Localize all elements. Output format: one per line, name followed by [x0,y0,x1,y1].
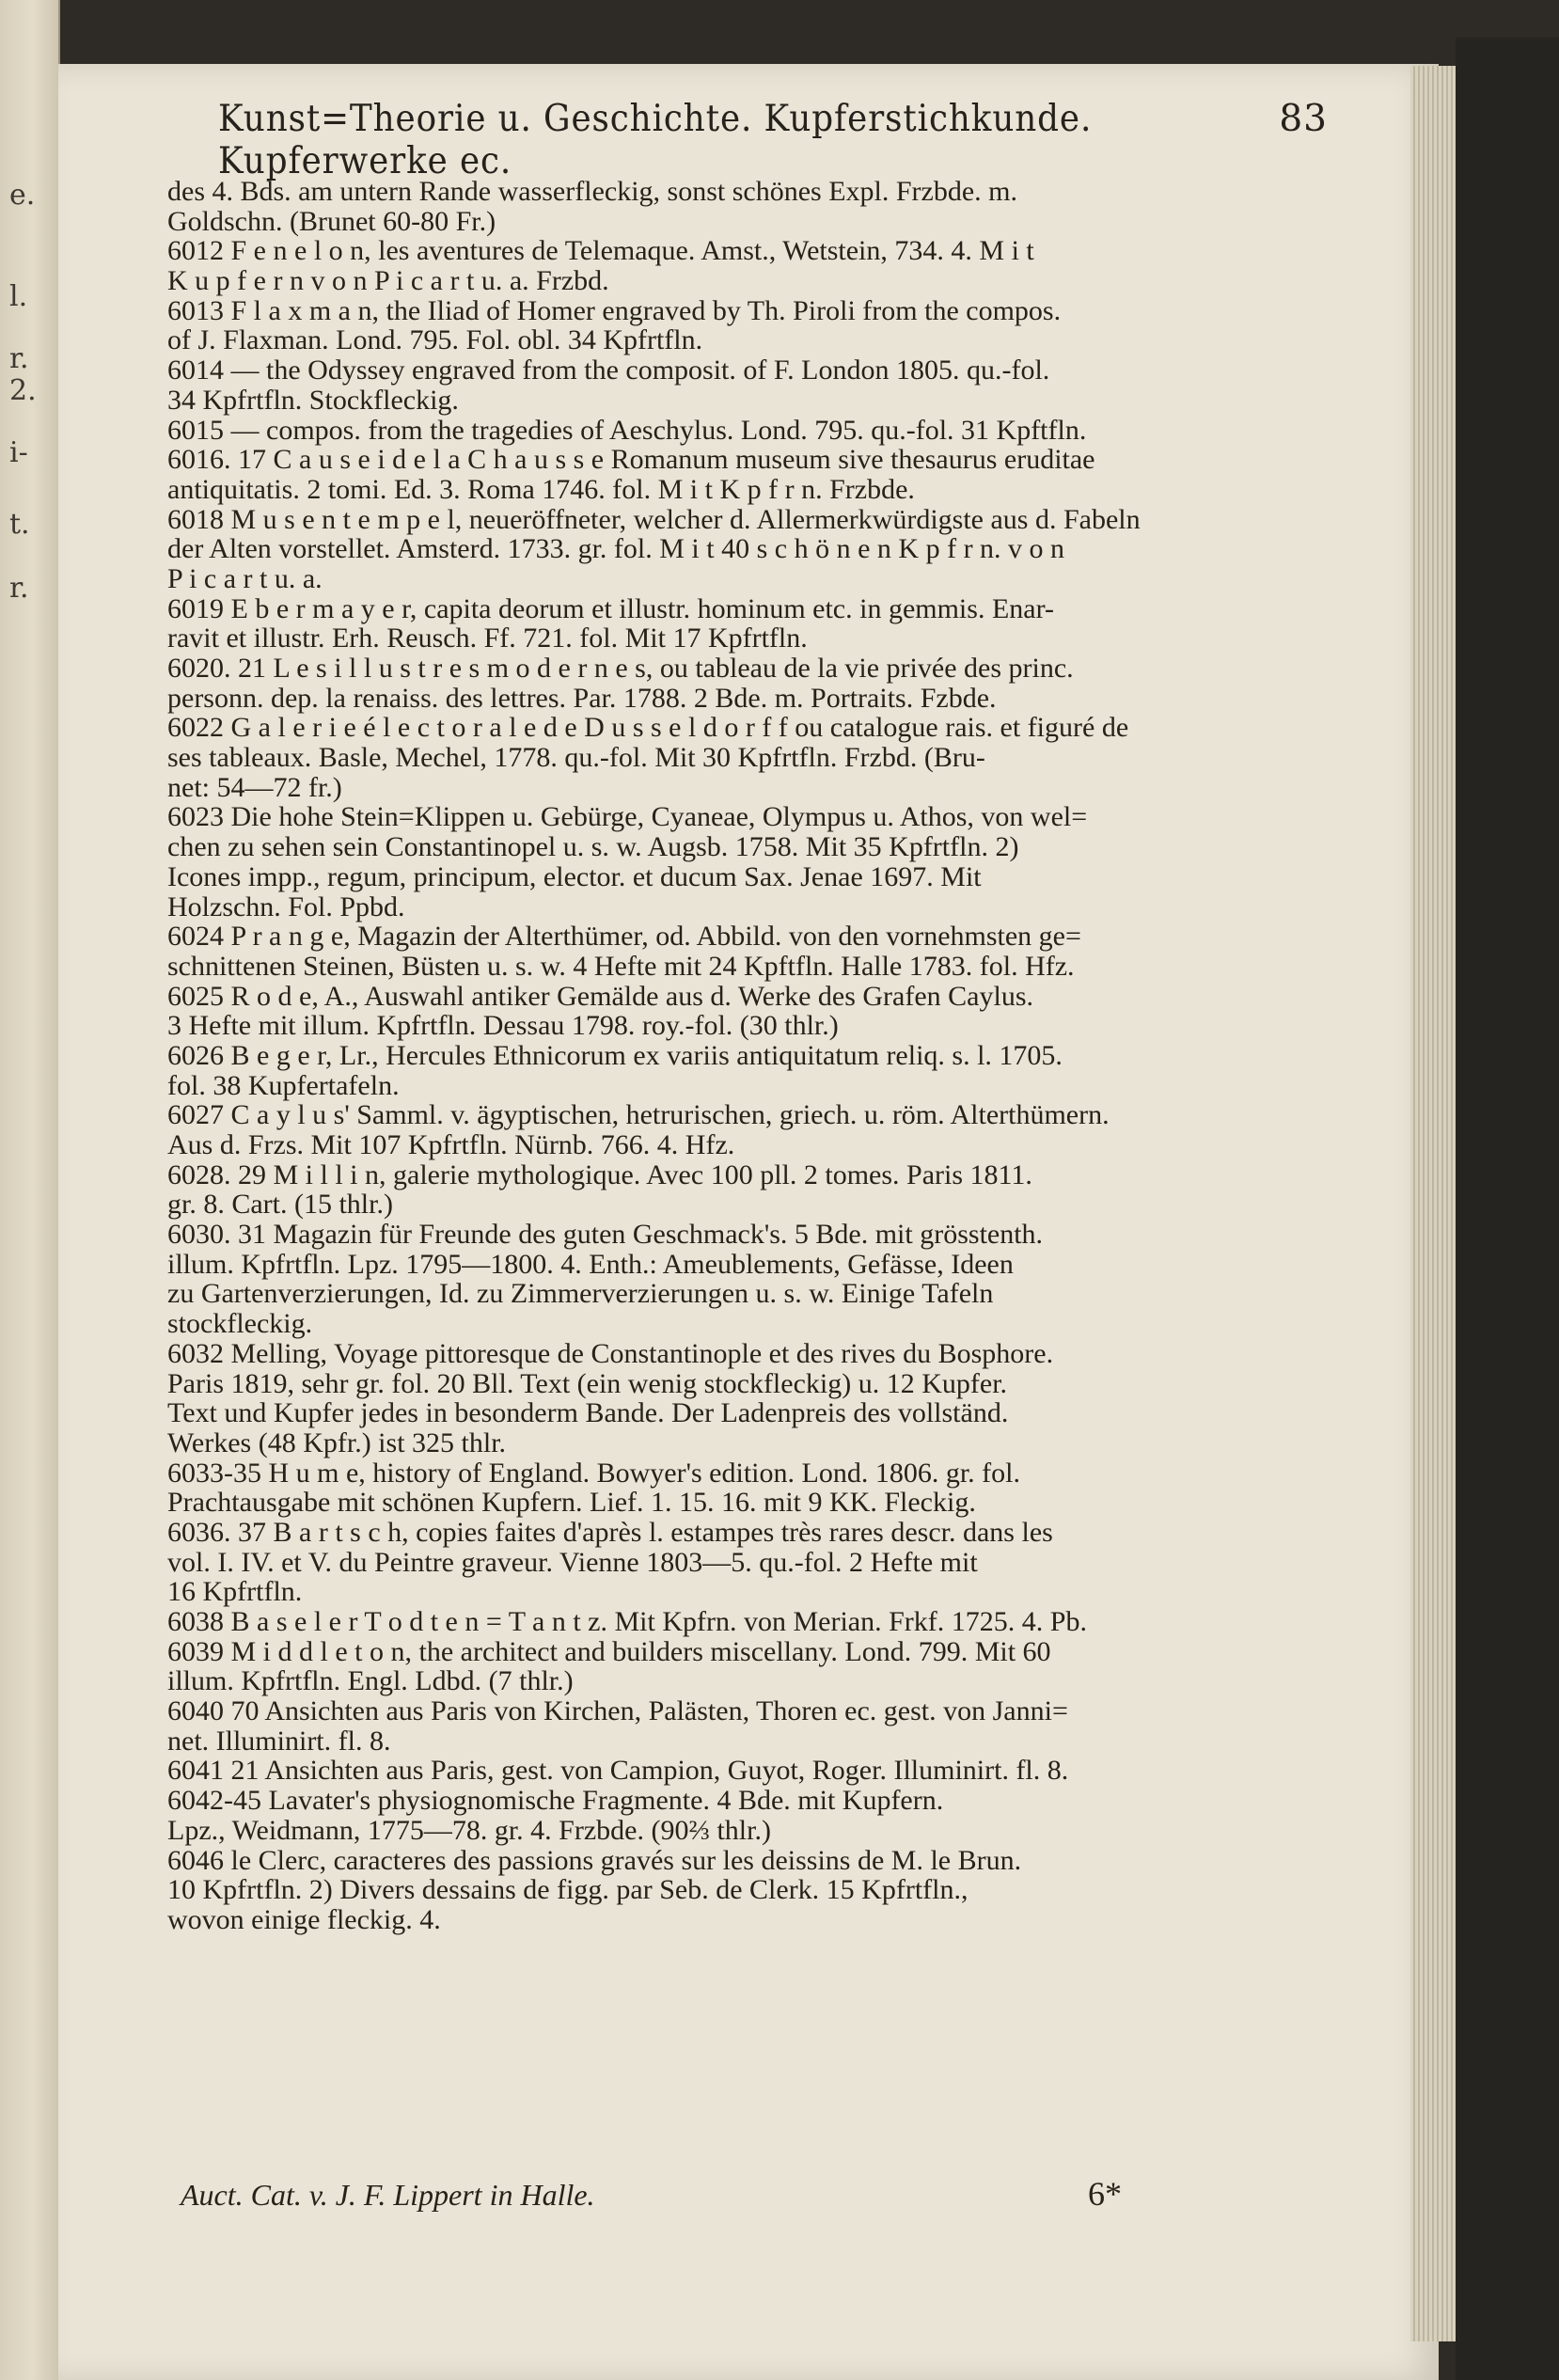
text-line: ses tableaux. Basle, Mechel, 1778. qu.-fol. Mit 30 Kpfrtfln. Frzbd. (Bru- [167,742,985,774]
text-line: schnittenen Steinen, Büsten u. s. w. 4 Hefte mit 24 Kpftfln. Halle 1783. fol. Hfz. [167,950,1075,982]
text-line: 6038 B a s e l e r T o d t e n = T a n t z. Mit Kpfrn. von Merian. Frkf. 1725. 4. Pb. [167,1606,1087,1637]
text-line: Goldschn. (Brunet 60-80 Fr.) [167,205,496,237]
text-line: 16 Kpfrtfln. [167,1576,303,1608]
text-line: 6033-35 H u m e, history of England. Bowyer's edition. Lond. 1806. gr. fol. [167,1457,1020,1489]
left-edge-fragment: 2. [9,374,37,407]
text-line: net: 54—72 fr.) [167,771,342,803]
book-cover-edge [1456,38,1559,2380]
text-line: Icones impp., regum, principum, elector. et ducum Sax. Jenae 1697. Mit [167,860,982,892]
page-fore-edge [1410,66,1456,2341]
text-line: 6028. 29 M i l l i n, galerie mythologique. Avec 100 pll. 2 tomes. Paris 1811. [167,1158,1032,1190]
text-line: der Alten vorstellet. Amsterd. 1733. gr. fol. M i t 40 s c h ö n e n K p f r n. v o n [167,533,1065,565]
left-edge-fragment: l. [9,280,28,313]
text-line: Paris 1819, sehr gr. fol. 20 Bll. Text (ein wenig stockfleckig) u. 12 Kupfer. [167,1367,1008,1399]
left-edge-fragment: e. [9,179,36,212]
text-line: Holzschn. Fol. Ppbd. [167,891,405,922]
text-line: fol. 38 Kupfertafeln. [167,1069,400,1101]
text-line: 6040 70 Ansichten aus Paris von Kirchen, Palästen, Thoren ec. gest. von Janni= [167,1695,1068,1727]
footer [181,2175,1309,2219]
text-line: P i c a r t u. a. [167,562,323,594]
text-line: 6025 R o d e, A., Auswahl antiker Gemälde aus d. Werke des Grafen Caylus. [167,980,1033,1012]
text-line: Lpz., Weidmann, 1775—78. gr. 4. Frzbde. (90⅔ thlr.) [167,1814,771,1846]
text-line: 6022 G a l e r i e é l e c t o r a l e d e D u s s e l d o r f f ou catalogue rais. et figuré de [167,712,1129,744]
text-line: 6014 — the Odyssey engraved from the composit. of F. London 1805. qu.-fol. [167,355,1050,386]
text-line: personn. dep. la renaiss. des lettres. Par. 1788. 2 Bde. m. Portraits. Fzbde. [167,682,997,714]
text-line: 6026 B e g e r, Lr., Hercules Ethnicorum ex variis antiquitatum reliq. s. l. 1705. [167,1039,1063,1071]
text-line: 6013 F l a x m a n, the Iliad of Homer engraved by Th. Piroli from the compos. [167,294,1062,326]
left-edge-fragment: r. [9,572,29,605]
left-edge-fragment: i- [9,436,28,469]
text-line: 6023 Die hohe Stein=Klippen u. Gebürge, Cyaneae, Olympus u. Athos, von wel= [167,801,1088,833]
text-line: 6032 Melling, Voyage pittoresque de Constantinople et des rives du Bosphore. [167,1337,1054,1369]
text-line: 10 Kpfrtfln. 2) Divers dessains de figg. par Seb. de Clerk. 15 Kpfrtfln., [167,1874,968,1906]
text-line: K u p f e r n v o n P i c a r t u. a. Frzbd. [167,265,609,297]
footer-imprint: Auct. Cat. v. J. F. Lippert in Halle. [181,2178,595,2212]
text-line: des 4. Bds. am untern Rande wasserfleckig, sonst schönes Expl. Frzbde. m. [167,176,1017,207]
signature-mark: 6* [1088,2175,1122,2213]
text-line: 6027 C a y l u s' Samml. v. ägyptischen, hetrurischen, griech. u. röm. Alterthümern. [167,1099,1110,1131]
text-line: Prachtausgabe mit schönen Kupfern. Lief. 1. 15. 16. mit 9 KK. Fleckig. [167,1487,976,1519]
text-line: Text und Kupfer jedes in besonderm Bande. Der Ladenpreis des vollständ. [167,1397,1009,1429]
text-line: 6024 P r a n g e, Magazin der Alterthümer, od. Abbild. von den vornehmsten ge= [167,921,1081,953]
left-edge-fragment: r. [9,342,29,375]
text-line: 34 Kpfrtfln. Stockfleckig. [167,384,459,416]
text-line: vol. I. IV. et V. du Peintre graveur. Vienne 1803—5. qu.-fol. 2 Hefte mit [167,1546,978,1578]
text-line: gr. 8. Cart. (15 thlr.) [167,1189,393,1221]
text-line: 6030. 31 Magazin für Freunde des guten Geschmack's. 5 Bde. mit grösstenth. [167,1219,1044,1251]
text-line: stockfleckig. [167,1308,313,1340]
text-line: 6016. 17 C a u s e i d e l a C h a u s s e Romanum museum sive thesaurus eruditae [167,444,1095,476]
text-line: zu Gartenverzierungen, Id. zu Zimmerverzierungen u. s. w. Einige Tafeln [167,1278,994,1310]
text-line: Werkes (48 Kpfr.) ist 325 thlr. [167,1426,507,1458]
text-line: 6018 M u s e n t e m p e l, neueröffneter, welcher d. Allermerkwürdigste aus d. Fabeln [167,503,1141,535]
page-number: 83 [1279,98,1328,140]
text-line: net. Illuminirt. fl. 8. [167,1725,391,1757]
text-line: 6012 F e n e l o n, les aventures de Telemaque. Amst., Wetstein, 734. 4. M i t [167,235,1034,267]
text-line: 6019 E b e r m a y e r, capita deorum et illustr. hominum etc. in gemmis. Enar- [167,592,1054,624]
left-page-edge [0,0,60,2380]
text-line: 6020. 21 L e s i l l u s t r e s m o d e r n e s, ou tableau de la vie privée des princ. [167,653,1074,684]
text-line: 6015 — compos. from the tragedies of Aeschylus. Lond. 795. qu.-fol. 31 Kpftfln. [167,414,1087,446]
text-line: 6046 le Clerc, caracteres des passions gravés sur les deissins de M. le Brun. [167,1844,1022,1876]
text-line: 6041 21 Ansichten aus Paris, gest. von Campion, Guyot, Roger. Illuminirt. fl. 8. [167,1755,1069,1787]
text-line: chen zu sehen sein Constantinopel u. s. w. Augsb. 1758. Mit 35 Kpfrtfln. 2) [167,831,1019,863]
catalog-entries [167,177,1320,1935]
left-edge-fragment: t. [9,508,30,541]
text-line: Aus d. Frzs. Mit 107 Kpfrtfln. Nürnb. 766. 4. Hfz. [167,1129,735,1160]
text-line: of J. Flaxman. Lond. 795. Fol. obl. 34 Kpfrtfln. [167,324,703,356]
text-line: wovon einige fleckig. 4. [167,1903,441,1935]
text-line: 6039 M i d d l e t o n, the architect and builders miscellany. Lond. 799. Mit 60 [167,1635,1051,1667]
text-line: ravit et illustr. Erh. Reusch. Ff. 721. fol. Mit 17 Kpfrtfln. [167,623,808,654]
text-line: antiquitatis. 2 tomi. Ed. 3. Roma 1746. fol. M i t K p f r n. Frzbde. [167,473,915,505]
text-line: illum. Kpfrtfln. Lpz. 1795—1800. 4. Enth.: Ameublements, Gefässe, Ideen [167,1248,1014,1280]
text-line: 6042-45 Lavater's physiognomische Fragmente. 4 Bde. mit Kupfern. [167,1785,944,1817]
text-line: 3 Hefte mit illum. Kpfrtfln. Dessau 1798. roy.-fol. (30 thlr.) [167,1010,839,1042]
text-line: illum. Kpfrtfln. Engl. Ldbd. (7 thlr.) [167,1665,574,1697]
header-title: Kunst=Theorie u. Geschichte. Kupferstichkunde. Kupferwerke ec. [218,98,1093,182]
running-header [218,92,1328,182]
text-line: 6036. 37 B a r t s c h, copies faites d'après l. estampes très rares descr. dans les [167,1516,1053,1548]
